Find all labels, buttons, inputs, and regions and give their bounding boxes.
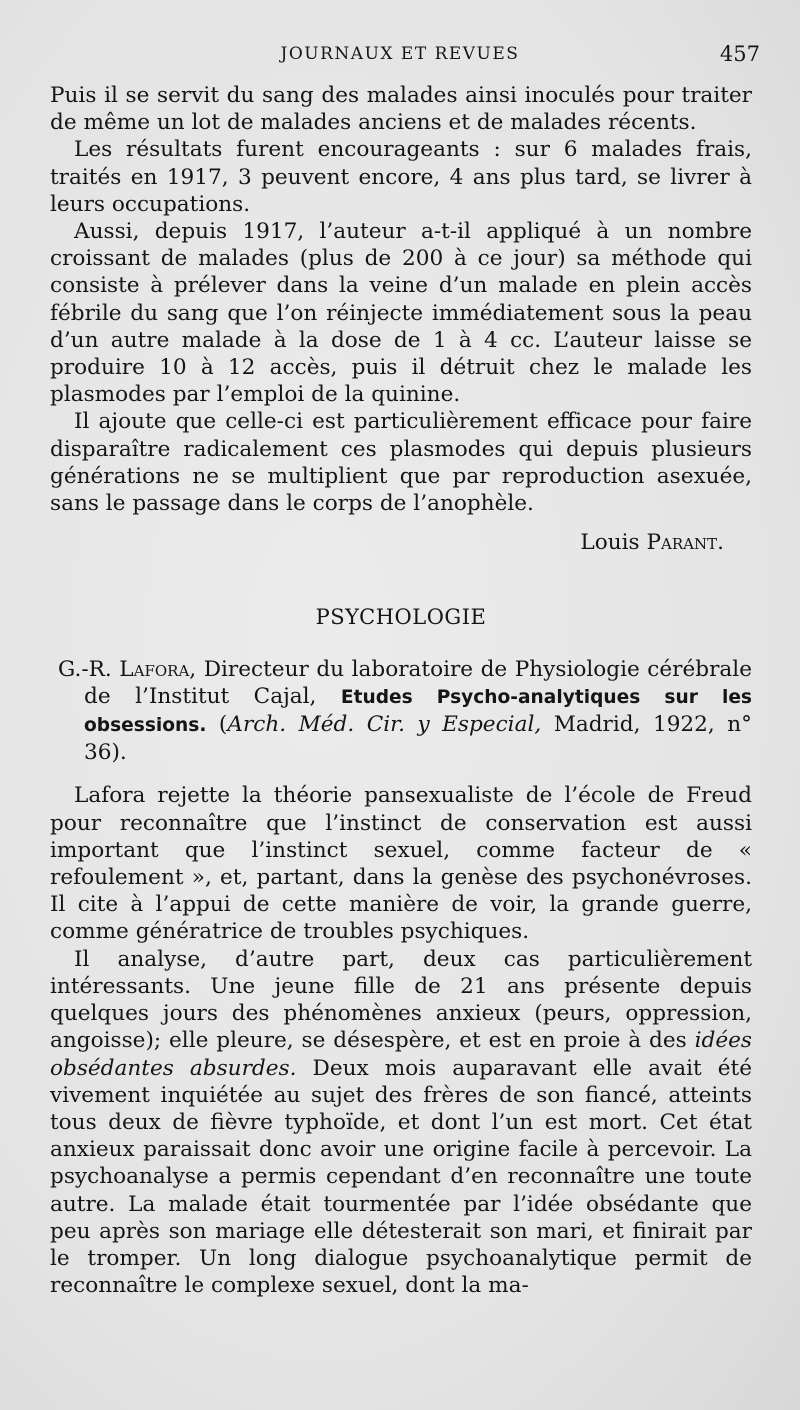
ref-author: Lafora, — [119, 656, 197, 682]
ref-journal: Arch. Méd. Cir. y Especial, — [227, 712, 542, 738]
ref-initials: G.-R. — [58, 656, 112, 682]
paragraph-text: Il analyse, d’autre part, deux cas particulièrement intéressants. Une jeune fille de 21 ans présente depuis quelques jours des phénomènes anxieux (peurs, oppression, angoisse); elle pleure, se désespère, et est en proie à des — [50, 946, 752, 1054]
paragraph-italic-text: idées obsédantes absurdes. — [50, 1028, 752, 1081]
paragraph: Puis il se servit du sang des malades ainsi inoculés pour traiter de même un lot de malades anciens et de malades récents. — [50, 83, 752, 136]
page-body — [50, 82, 752, 1299]
page-header — [0, 40, 800, 68]
paragraph-text: Deux mois auparavant elle avait été vivement inquiétée au sujet des frères de son fiancé, atteints tous deux de fièvre typhoïde, et dont l’un est mort. Cet état anxieux paraissait donc avoir une origine facile à percevoir. La psychoanalyse a permis cependant d’en reconnaître une toute autre. La malade était tourmentée par l’idée obsédante que peu après son mariage elle détesterait son mari, et finirait par le tromper. Un long dialogue psychoanalytique permit de reconnaître le complexe sexuel, dont la ma- — [50, 1055, 752, 1299]
signature-first-name: Louis — [580, 530, 640, 556]
ref-title: Etudes Psycho-analytiques sur les obsessions. — [84, 686, 752, 737]
page-number: 457 — [719, 42, 760, 66]
running-title: JOURNAUX ET REVUES — [280, 44, 520, 64]
ref-affiliation: Directeur du laboratoire de Physiologie cérébrale de l’Institut Cajal, — [84, 656, 752, 709]
paragraph: Aussi, depuis 1917, l’auteur a-t-il appliqué à un nombre croissant de malades (plus de 200 à ce jour) sa méthode qui consiste à prélever dans la veine d’un malade en plein accès fébrile du sang que l’on réinjecte immédiatement sous la peau d’un autre malade à la dose de 1 à 4 cc. L’auteur laisse se produire 10 à 12 accès, puis il détruit chez le malade les plasmodes par l’emploi de la quinine. — [50, 219, 752, 408]
signature-last-name: Parant. — [646, 530, 724, 556]
signature — [50, 529, 752, 556]
section-title: PSYCHOLOGIE — [315, 605, 487, 630]
ref-details: Madrid, 1922, n° 36). — [84, 712, 752, 766]
paragraph: Il ajoute que celle-ci est particulièrement efficace pour faire disparaître radicalement ces plasmodes qui depuis plusieurs générations ne se multiplient que par reproduction asexuée, sans le passage dans le corps de l’anophèle. — [50, 409, 752, 517]
paragraph: Lafora rejette la théorie pansexualiste de l’école de Freud pour reconnaître que l’instinct de conservation est aussi important que l’instinct sexuel, comme facteur de « refoulement », et, partant, dans la genèse des psychonévroses. Il cite à l’appui de cette manière de voir, la grande guerre, comme génératrice de troubles psychiques. — [50, 783, 752, 945]
paragraph: Les résultats furent encourageants : sur 6 malades frais, traités en 1917, 3 peuvent encore, 4 ans plus tard, se livrer à leurs occupations. — [50, 137, 752, 217]
ref-source-open: ( — [218, 712, 228, 738]
paragraph — [50, 946, 752, 1300]
bibliographic-reference — [58, 656, 752, 767]
